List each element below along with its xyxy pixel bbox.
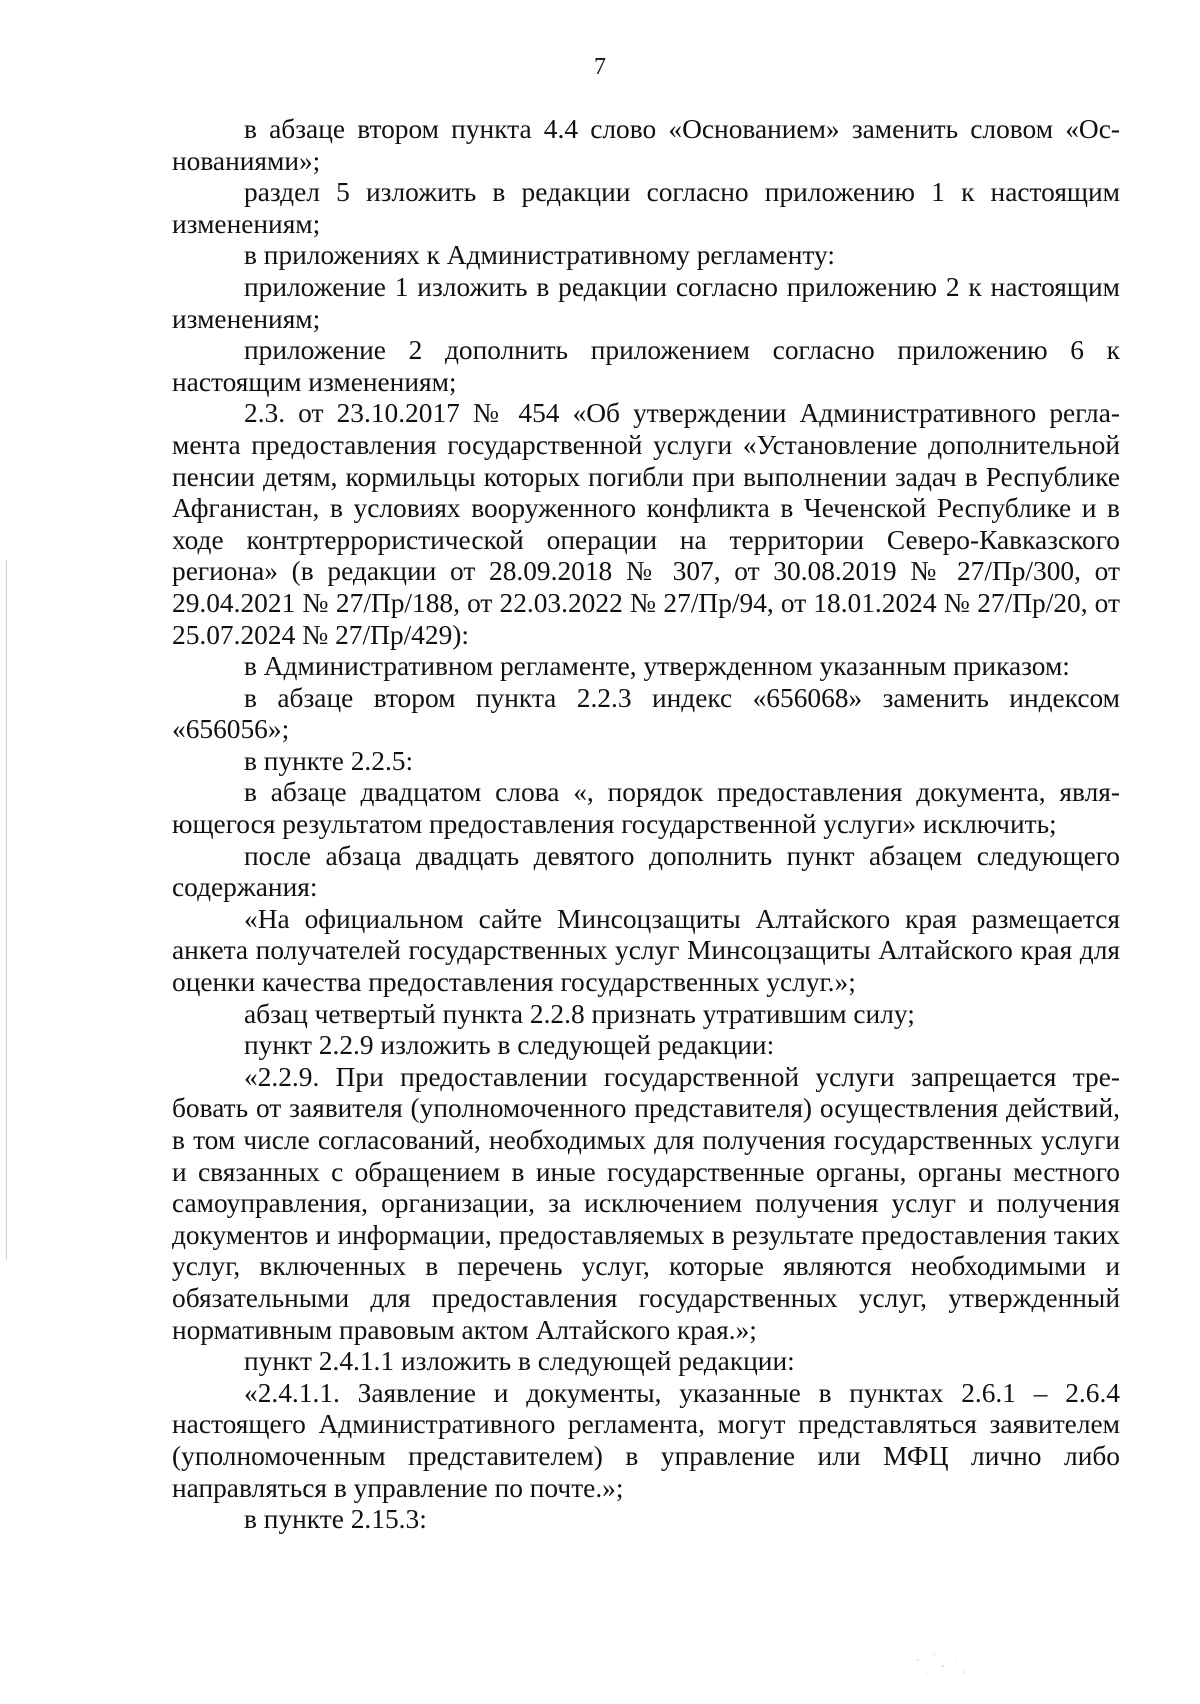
paragraph: после абзаца двадцать девятого дополнить пункт абзацем следующего содержания: xyxy=(172,840,1120,903)
scan-noise-specks xyxy=(912,1650,972,1680)
document-body xyxy=(172,114,1120,1536)
paragraph: «2.4.1.1. Заявление и документы, указанные в пунктах 2.6.1 – 2.6.4 настоящего Административного регламента, могут представляться заявителем (уполномоченным представителем) в управление или МФЦ лично либо направляться в управление по почте.»; xyxy=(172,1377,1120,1503)
scan-edge-line xyxy=(6,560,7,1260)
page-number: 7 xyxy=(594,54,606,80)
paragraph: 2.3. от 23.10.2017 № 454 «Об утверждении Административного регламента предоставления государственной услуги «Установление дополнительной пенсии детям, кормильцы которых погибли при выполнении задач в Республике Афганистан, в условиях вооруженного конфликта в Чеченской Республике и в ходе контртеррористической операции на территории Северо-Кавказского региона» (в редакции от 28.09.2018 № 307, от 30.08.2019 № 27/Пр/300, от 29.04.2021 № 27/Пр/188, от 22.03.2022 № 27/Пр/94, от 18.01.2024 № 27/Пр/20, от 25.07.2024 № 27/Пр/429): xyxy=(172,398,1120,650)
paragraph: «На официальном сайте Минсоцзащиты Алтайского края размещается анкета получателей государственных услуг Минсоцзащиты Алтайского края для оценки качества предоставления государственных услуг.»; xyxy=(172,903,1120,998)
paragraph: в абзаце втором пункта 2.2.3 индекс «656068» заменить индексом «656056»; xyxy=(172,682,1120,745)
paragraph: в Административном регламенте, утвержденном указанным приказом: xyxy=(244,651,1070,682)
paragraph: в абзаце двадцатом слова «, порядок предоставления документа, являющегося результатом предоставления государственной услуги» исключить; xyxy=(172,777,1120,840)
paragraph: абзац четвертый пункта 2.2.8 признать утратившим силу; xyxy=(244,998,915,1029)
paragraph: приложение 2 дополнить приложением согласно приложению 6 к настоящим изменениям; xyxy=(172,335,1120,397)
paragraph: пункт 2.2.9 изложить в следующей редакции: xyxy=(244,1030,775,1061)
paragraph: в абзаце втором пункта 4.4 слово «Основанием» заменить словом «Основаниями»; xyxy=(172,114,1120,176)
paragraph: «2.2.9. При предоставлении государственной услуги запрещается требовать от заявителя (уполномоченного представителя) осуществления действий, в том числе согласований, необходимых для получения государственных услуги и связанных с обращением в иные государственные органы, органы местного самоуправления, организации, за исключением получения услуг и получения документов и информации, предоставляемых в результате предоставления таких услуг, включенных в перечень услуг, которые являются необходимыми и обязательными для предоставления государственных услуг, утвержденный нормативным правовым актом Алтайского края.»; xyxy=(172,1061,1120,1345)
paragraph: в пункте 2.2.5: xyxy=(244,745,414,776)
paragraph: в пункте 2.15.3: xyxy=(244,1504,427,1535)
paragraph: раздел 5 изложить в редакции согласно приложению 1 к настоящим изменениям; xyxy=(172,177,1120,239)
paragraph: в приложениях к Административному регламенту: xyxy=(244,240,835,271)
paragraph: пункт 2.4.1.1 изложить в следующей редакции: xyxy=(244,1346,795,1377)
paragraph: приложение 1 изложить в редакции согласно приложению 2 к настоящим изменениям; xyxy=(172,271,1120,334)
